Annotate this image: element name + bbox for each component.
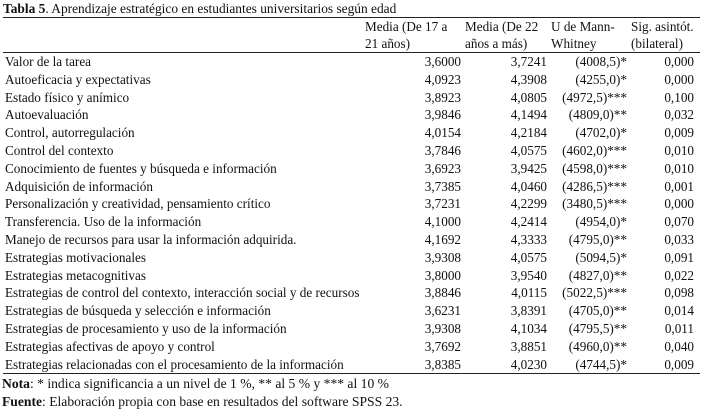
media-22-plus-value: 4,0575 [510,249,547,265]
table-row [3,124,700,142]
mann-whitney-value: (4286,5)*** [562,178,627,194]
media-22-plus-value: 4,0230 [463,356,549,374]
row-label: Conocimiento de fuentes y búsqueda e información [5,160,277,176]
mann-whitney-value: (5094,5)* [575,249,627,265]
mann-whitney-value: (4702,0)* [575,125,627,141]
mann-whitney-value: (4744,5)* [549,356,629,374]
media-17-21-value: 3,7846 [424,142,461,158]
significance-value: 0,022 [664,267,694,283]
row-label: Estrategias de control del contexto, interacción social y de recursos [5,285,360,301]
media-17-21-value: 3,7385 [424,178,461,194]
media-22-plus-value: 4,2184 [510,125,547,141]
mann-whitney-value: (4954,0)* [575,214,627,230]
mann-whitney-value: (4598,0)*** [562,160,627,176]
source-label: Fuente [2,394,43,409]
mann-whitney-value: (4960,0)** [568,338,627,354]
significance-value: 0,070 [664,214,694,230]
media-22-plus-value: 4,3333 [510,231,547,247]
header-mann-whitney: U de Mann-Whitney [549,18,629,53]
row-label: Estado físico y anímico [5,89,130,105]
table-row [3,213,700,231]
significance-value: 0,009 [664,125,694,141]
mann-whitney-value: (4795,0)** [568,231,627,247]
significance-value: 0,011 [664,320,694,336]
row-label: Valor de la tarea [5,54,92,69]
mann-whitney-value: (4602,0)*** [562,142,627,158]
header-media-22-plus: Media (De 22 años a más) [463,18,549,53]
media-17-21-value: 4,0923 [424,71,461,87]
media-17-21-value: 3,7231 [424,196,461,212]
significance-value: 0,040 [664,338,694,354]
mann-whitney-value: (3480,5)*** [562,196,627,212]
significance-value: 0,100 [664,89,694,105]
table-header-row [3,18,700,53]
mann-whitney-value: (4972,5)*** [562,89,627,105]
media-17-21-value: 4,1000 [424,214,461,230]
header-variable [3,18,363,53]
media-17-21-value: 3,7692 [424,338,461,354]
media-17-21-value: 3,6923 [424,160,461,176]
caption-label: Tabla 5 [3,1,46,16]
media-22-plus-value: 4,3908 [510,71,547,87]
significance-value: 0,000 [664,71,694,87]
table-caption [3,1,396,17]
header-significance: Sig. asintót. (bilateral) [629,18,700,53]
mann-whitney-value: (5022,5)*** [562,285,627,301]
media-22-plus-value: 4,0575 [510,142,547,158]
media-22-plus-value: 3,9425 [510,160,547,176]
mann-whitney-value: (4827,0)** [568,267,627,283]
row-label: Autoevaluación [5,107,89,123]
row-label: Estrategias motivacionales [5,249,146,265]
note-label: Nota [2,376,30,391]
row-label: Autoeficacia y expectativas [5,71,151,87]
significance-value: 0,032 [664,107,694,123]
row-label: Manejo de recursos para usar la información adquirida. [5,231,297,247]
media-22-plus-value: 3,8851 [510,338,547,354]
media-17-21-value: 3,9308 [424,249,461,265]
significance-value: 0,091 [664,249,694,265]
media-17-21-value: 4,1692 [424,231,461,247]
media-22-plus-value: 4,1034 [510,320,547,336]
mann-whitney-value: (4705,0)** [568,303,627,319]
header-media-17-21: Media (De 17 a 21 años) [363,18,463,53]
mann-whitney-value: (4795,5)** [568,320,627,336]
table-body [3,53,700,374]
row-label: Adquisición de información [5,178,153,194]
significance-value: 0,001 [664,178,694,194]
significance-value: 0,098 [664,285,694,301]
media-22-plus-value: 4,1494 [510,107,547,123]
media-22-plus-value: 3,7241 [510,54,547,69]
table-note [2,375,389,392]
row-label: Transferencia. Uso de la información [5,214,202,230]
table-row [3,284,700,302]
table-row [3,53,700,71]
media-22-plus-value: 4,2414 [510,214,547,230]
row-label: Estrategias afectivas de apoyo y control [5,338,215,354]
media-17-21-value: 3,8923 [424,89,461,105]
table-row [3,178,700,196]
media-22-plus-value: 4,0460 [510,178,547,194]
media-17-21-value: 3,6000 [424,54,461,69]
row-label: Control del contexto [5,142,114,158]
row-label: Personalización y creatividad, pensamiento crítico [5,196,271,212]
note-text: : * indica significancia a un nivel de 1 %, ** al 5 % y *** al 10 % [29,376,389,391]
table-row [3,160,700,178]
table-row [3,71,700,89]
media-22-plus-value: 4,0805 [510,89,547,105]
media-17-21-value: 3,8000 [424,267,461,283]
table-row [3,302,700,320]
significance-value: 0,000 [664,54,694,69]
mann-whitney-value: (4008,5)* [575,54,627,69]
table-row [3,356,700,374]
row-label: Estrategias de búsqueda y selección e información [5,303,271,319]
media-17-21-value: 4,0154 [424,125,461,141]
media-17-21-value: 3,8846 [424,285,461,301]
table-row [3,89,700,107]
media-17-21-value: 3,6231 [424,303,461,319]
table-row [3,338,700,356]
media-17-21-value: 3,8385 [363,356,463,374]
table-row [3,249,700,267]
media-17-21-value: 3,9308 [424,320,461,336]
row-label: Estrategias relacionadas con el procesamiento de la información [3,356,363,374]
table-row [3,142,700,160]
media-22-plus-value: 4,2299 [510,196,547,212]
significance-value: 0,010 [664,142,694,158]
table-row [3,320,700,338]
significance-value: 0,033 [664,231,694,247]
media-22-plus-value: 3,9540 [510,267,547,283]
table-row [3,267,700,285]
row-label: Estrategias metacognitivas [5,267,146,283]
media-22-plus-value: 4,0115 [511,285,547,301]
row-label: Estrategias de procesamiento y uso de la información [5,320,287,336]
significance-value: 0,000 [664,196,694,212]
significance-value: 0,010 [664,160,694,176]
media-22-plus-value: 3,8391 [510,303,547,319]
table-row [3,195,700,213]
source-text: : Elaboración propia con base en resultados del software SPSS 23. [42,394,403,409]
row-label: Control, autorregulación [5,125,135,141]
media-17-21-value: 3,9846 [424,107,461,123]
caption-text: . Aprendizaje estratégico en estudiantes universitarios según edad [45,1,397,16]
mann-whitney-value: (4255,0)* [575,71,627,87]
significance-value: 0,009 [629,356,700,374]
table-source [2,393,403,410]
significance-value: 0,014 [664,303,694,319]
table-row [3,106,700,124]
mann-whitney-value: (4809,0)** [568,107,627,123]
table-row [3,231,700,249]
results-table [3,17,700,374]
